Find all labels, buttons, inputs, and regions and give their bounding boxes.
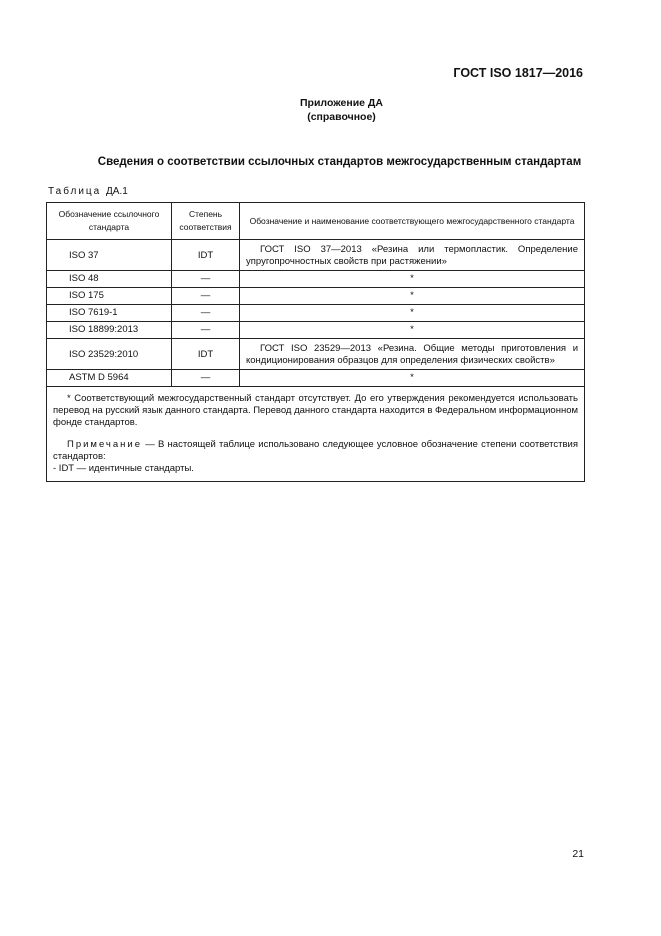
- standard-cell: ГОСТ ISO 37—2013 «Резина или термопластик. Определение упругопрочностных свойств при растяжении»: [240, 240, 585, 271]
- table-row: [47, 339, 585, 370]
- column-header-ref: Обозначение ссылочного стандарта: [47, 203, 172, 240]
- ref-cell: ISO 48: [47, 271, 172, 288]
- ref-cell: ISO 175: [47, 288, 172, 305]
- appendix-title: Приложение ДА: [300, 97, 383, 109]
- standards-table: [46, 202, 585, 482]
- standard-cell: *: [240, 271, 585, 288]
- table-caption: [48, 186, 128, 197]
- appendix-subtitle: (справочное): [307, 111, 376, 123]
- degree-cell: —: [172, 322, 240, 339]
- column-header-degree: Степень соответствия: [172, 203, 240, 240]
- table-header-row: [47, 203, 585, 240]
- note-text: — В настоящей таблице использовано следующее условное обозначение степени соответствия стандартов:: [53, 439, 578, 462]
- table-row: [47, 288, 585, 305]
- table-row: [47, 271, 585, 288]
- table-row: [47, 370, 585, 387]
- standard-cell: *: [240, 305, 585, 322]
- table-note: [53, 439, 578, 463]
- degree-cell: —: [172, 305, 240, 322]
- standard-cell: *: [240, 322, 585, 339]
- degree-cell: —: [172, 370, 240, 387]
- table-row: [47, 240, 585, 271]
- section-heading-text: Сведения о соответствии ссылочных стандартов межгосударственным стандартам: [97, 156, 582, 168]
- ref-cell: ASTM D 5964: [47, 370, 172, 387]
- document-code: ГОСТ ISO 1817—2016: [453, 66, 583, 80]
- ref-cell: ISO 37: [47, 240, 172, 271]
- standard-cell: *: [240, 370, 585, 387]
- ref-cell: ISO 18899:2013: [47, 322, 172, 339]
- degree-cell: IDT: [172, 240, 240, 271]
- table-notes: [47, 387, 585, 482]
- page-number: 21: [572, 848, 584, 860]
- ref-cell: ISO 23529:2010: [47, 339, 172, 370]
- standard-cell: *: [240, 288, 585, 305]
- table-row: [47, 305, 585, 322]
- column-header-standard: Обозначение и наименование соответствующего межгосударственного стандарта: [240, 203, 585, 240]
- table-caption-number: ДА.1: [106, 186, 128, 197]
- table-footnote: * Соответствующий межгосударственный стандарт отсутствует. До его утверждения рекомендуется использовать перевод на русский язык данного стандарта. Перевод данного стандарта находится в Федеральном информационном фонде стандартов.: [53, 393, 579, 428]
- degree-cell: IDT: [172, 339, 240, 370]
- table-row: [47, 322, 585, 339]
- degree-cell: —: [172, 271, 240, 288]
- table-notes-row: [47, 387, 585, 482]
- section-heading: [0, 156, 661, 168]
- note-item: - IDT — идентичные стандарты.: [53, 463, 194, 474]
- standard-cell: ГОСТ ISO 23529—2013 «Резина. Общие методы приготовления и кондиционирования образцов для определения физических свойств»: [240, 339, 585, 370]
- appendix-heading: [0, 96, 661, 124]
- table-caption-label: Таблица: [48, 186, 102, 197]
- ref-cell: ISO 7619-1: [47, 305, 172, 322]
- degree-cell: —: [172, 288, 240, 305]
- note-lead: Примечание: [67, 439, 142, 450]
